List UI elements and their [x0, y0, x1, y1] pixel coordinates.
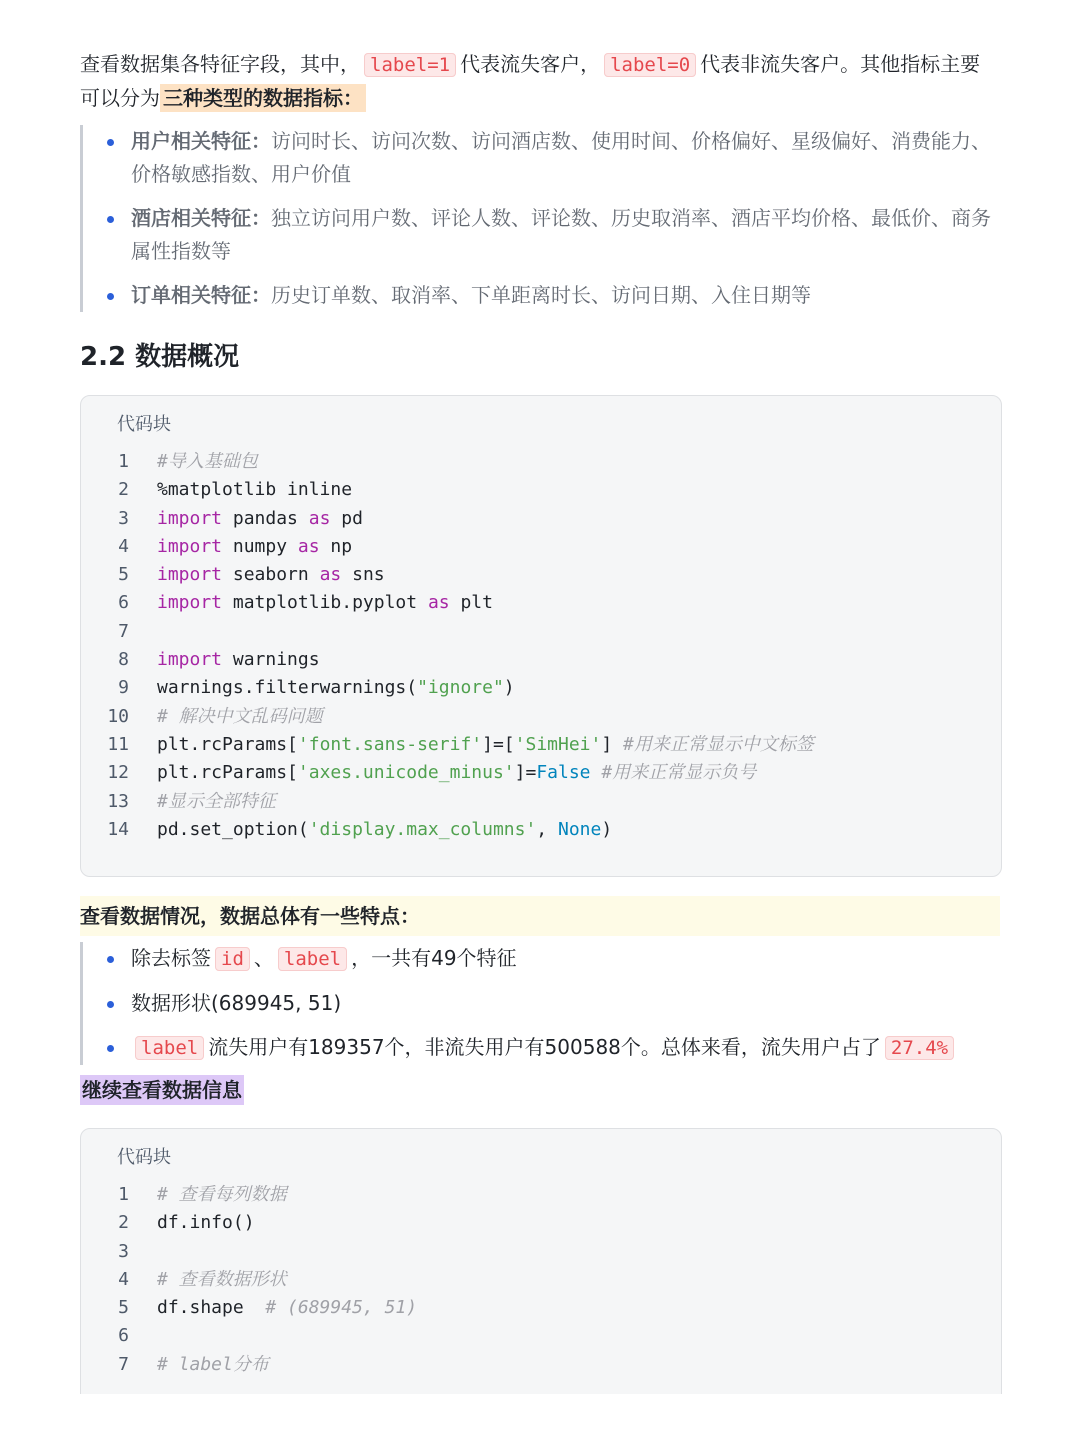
code-lines	[81, 1181, 1001, 1379]
list-item	[107, 125, 1000, 191]
code-token: import	[157, 592, 223, 614]
code-line	[81, 1294, 1001, 1322]
line-number: 5	[118, 1297, 129, 1319]
code-token: as	[427, 592, 450, 614]
code-token: ]=[	[482, 733, 515, 755]
intro-mid1: 代表流失客户，	[460, 52, 601, 76]
intro-paragraph	[80, 48, 1000, 115]
bullet-icon	[107, 1045, 114, 1052]
intro-highlight: 三种类型的数据指标：	[160, 84, 366, 112]
code-line	[81, 646, 1001, 674]
code-block-title: 代码块	[117, 414, 171, 435]
code-token: 'SimHei'	[514, 733, 602, 755]
feature-text: 独立访问用户数、评论人数、评论数、历史取消率、酒店平均价格、最低价、商务属性指数等	[131, 206, 991, 263]
code-token: # 解决中文乱码问题	[157, 705, 323, 727]
bullet-icon	[107, 139, 114, 146]
code-token: %matplotlib inline	[157, 479, 353, 501]
code-content	[137, 674, 515, 702]
code-token: ,	[536, 818, 558, 840]
code-token: df.shape	[157, 1297, 266, 1319]
code-content	[137, 1294, 417, 1322]
code-token: ]=	[514, 762, 537, 784]
code-token: import	[157, 507, 223, 529]
code-line	[81, 448, 1001, 476]
intro-prefix: 查看数据集各特征字段，其中，	[80, 52, 360, 76]
code-line	[81, 618, 1001, 646]
code-token: # label分布	[157, 1353, 269, 1375]
line-number: 14	[107, 818, 129, 840]
line-number: 11	[107, 733, 129, 755]
code-token: #用来正常显示中文标签	[623, 733, 814, 755]
code-token: as	[297, 535, 320, 557]
code-token: None	[557, 818, 602, 840]
code-line	[81, 505, 1001, 533]
code-token: 'font.sans-serif'	[297, 733, 483, 755]
line-number: 4	[118, 535, 129, 557]
code-line	[81, 1266, 1001, 1294]
code-token: as	[308, 507, 331, 529]
feature-title: 酒店相关特征：	[131, 206, 271, 230]
code-line	[81, 1181, 1001, 1209]
line-number: 6	[118, 592, 129, 614]
overview-heading-row	[80, 896, 1000, 936]
code-content	[137, 1181, 287, 1209]
feature-list	[80, 125, 1000, 312]
code-token: ]	[601, 733, 624, 755]
code-line	[81, 816, 1001, 844]
inline-code-percent: 27.4%	[885, 1036, 954, 1060]
line-number: 3	[118, 507, 129, 529]
code-lines	[81, 448, 1001, 844]
bullet-icon	[107, 293, 114, 300]
code-token: pd.set_option(	[157, 818, 309, 840]
line-number: 12	[107, 762, 129, 784]
code-line	[81, 788, 1001, 816]
intro-mid2: 代表非流失客户。其他指标主要可以分为	[80, 52, 981, 110]
line-number: 4	[118, 1268, 129, 1290]
line-number: 9	[118, 677, 129, 699]
code-token: #导入基础包	[157, 451, 258, 472]
code-token: import	[157, 535, 223, 557]
code-line	[81, 731, 1001, 759]
overview-heading: 查看数据情况，数据总体有一些特点：	[80, 896, 1000, 936]
code-content	[137, 646, 320, 674]
line-number: 7	[118, 620, 129, 642]
code-token: matplotlib.pyplot	[222, 592, 428, 614]
code-token: # 查看每列数据	[157, 1184, 287, 1205]
code-content	[137, 1266, 287, 1294]
code-content	[137, 589, 493, 617]
section-title: 2.2 数据概况	[80, 342, 240, 372]
code-token: warnings	[222, 649, 320, 671]
code-block-1[interactable]	[80, 395, 1002, 877]
code-content	[137, 1209, 255, 1237]
code-content	[137, 816, 612, 844]
code-content	[137, 759, 756, 787]
inline-code-label: label	[278, 947, 347, 971]
code-content	[137, 505, 363, 533]
inline-code-id: id	[215, 947, 250, 971]
code-token: plt	[449, 592, 493, 614]
line-number: 2	[118, 479, 129, 501]
overview-item1-prefix: 除去标签	[131, 946, 211, 970]
code-token: )	[601, 818, 613, 840]
code-line	[81, 533, 1001, 561]
inline-code-label: label	[135, 1036, 204, 1060]
page-bottom-fade	[0, 1394, 1080, 1440]
code-line	[81, 1209, 1001, 1237]
code-content	[137, 731, 814, 759]
line-number: 3	[118, 1240, 129, 1262]
bullet-icon	[107, 956, 114, 963]
code-line	[81, 476, 1001, 504]
code-token: as	[319, 564, 342, 586]
continue-heading-row	[80, 1074, 1000, 1107]
list-item	[107, 202, 1000, 268]
feature-text: 访问时长、访问次数、访问酒店数、使用时间、价格偏好、星级偏好、消费能力、价格敏感指数、用户价值	[131, 129, 991, 186]
code-token: pd	[330, 507, 363, 529]
code-token	[591, 762, 602, 783]
code-token: 'axes.unicode_minus'	[297, 762, 515, 784]
code-content	[137, 448, 258, 476]
code-token: np	[319, 535, 353, 557]
feature-text: 历史订单数、取消率、下单距离时长、访问日期、入住日期等	[271, 283, 811, 307]
inline-code-label0: label=0	[604, 53, 696, 77]
code-token: warnings.filterwarnings(	[157, 677, 418, 699]
feature-title: 订单相关特征：	[131, 283, 271, 307]
code-token: #用来正常显示负号	[601, 762, 757, 784]
list-item	[107, 987, 1000, 1020]
bullet-icon	[107, 1001, 114, 1008]
code-token: numpy	[222, 535, 298, 557]
code-token: #显示全部特征	[157, 790, 276, 812]
code-token: )	[503, 677, 515, 699]
code-line	[81, 1238, 1001, 1266]
code-content	[137, 1351, 269, 1379]
list-item	[107, 1031, 1000, 1065]
list-item	[107, 942, 1000, 976]
overview-item1-sep: 、	[253, 946, 274, 970]
code-token: "ignore"	[417, 677, 504, 699]
code-content	[137, 703, 323, 731]
code-token: seaborn	[222, 564, 320, 586]
line-number: 2	[118, 1212, 129, 1234]
code-token: # 查看数据形状	[157, 1268, 287, 1290]
inline-code-label1: label=1	[364, 53, 456, 77]
code-token: 'display.max_columns'	[308, 818, 537, 840]
line-number: 1	[118, 451, 129, 472]
overview-item3-text: 流失用户有189357个，非流失用户有500588个。总体来看，流失用户占了	[208, 1035, 881, 1059]
code-line	[81, 561, 1001, 589]
code-block-title: 代码块	[117, 1147, 171, 1168]
feature-title: 用户相关特征：	[131, 129, 271, 153]
code-line	[81, 1351, 1001, 1379]
code-token: plt.rcParams[	[157, 762, 298, 784]
list-item	[107, 279, 1000, 312]
continue-heading: 继续查看数据信息	[80, 1075, 244, 1105]
code-line	[81, 589, 1001, 617]
code-token: False	[536, 762, 591, 784]
line-number: 13	[107, 790, 129, 812]
overview-list	[80, 942, 1000, 1065]
code-line	[81, 1322, 1001, 1350]
overview-item1-suffix: ，一共有49个特征	[351, 946, 517, 970]
code-token: pandas	[222, 507, 309, 529]
line-number: 7	[118, 1353, 129, 1375]
code-line	[81, 759, 1001, 787]
code-token: import	[157, 564, 223, 586]
line-number: 10	[107, 705, 129, 727]
code-content	[137, 533, 352, 561]
code-token: import	[157, 649, 223, 671]
code-token: sns	[341, 564, 385, 586]
code-line	[81, 703, 1001, 731]
line-number: 1	[118, 1184, 129, 1205]
code-token: df.info()	[157, 1212, 255, 1234]
line-number: 5	[118, 564, 129, 586]
code-line	[81, 674, 1001, 702]
code-content	[137, 561, 385, 589]
code-token: # (689945, 51)	[265, 1297, 418, 1319]
overview-item2: 数据形状(689945, 51)	[131, 991, 342, 1015]
line-number: 6	[118, 1325, 129, 1347]
code-content	[137, 476, 352, 504]
code-token: plt.rcParams[	[157, 733, 298, 755]
line-number: 8	[118, 649, 129, 671]
bullet-icon	[107, 216, 114, 223]
code-content	[137, 788, 276, 816]
